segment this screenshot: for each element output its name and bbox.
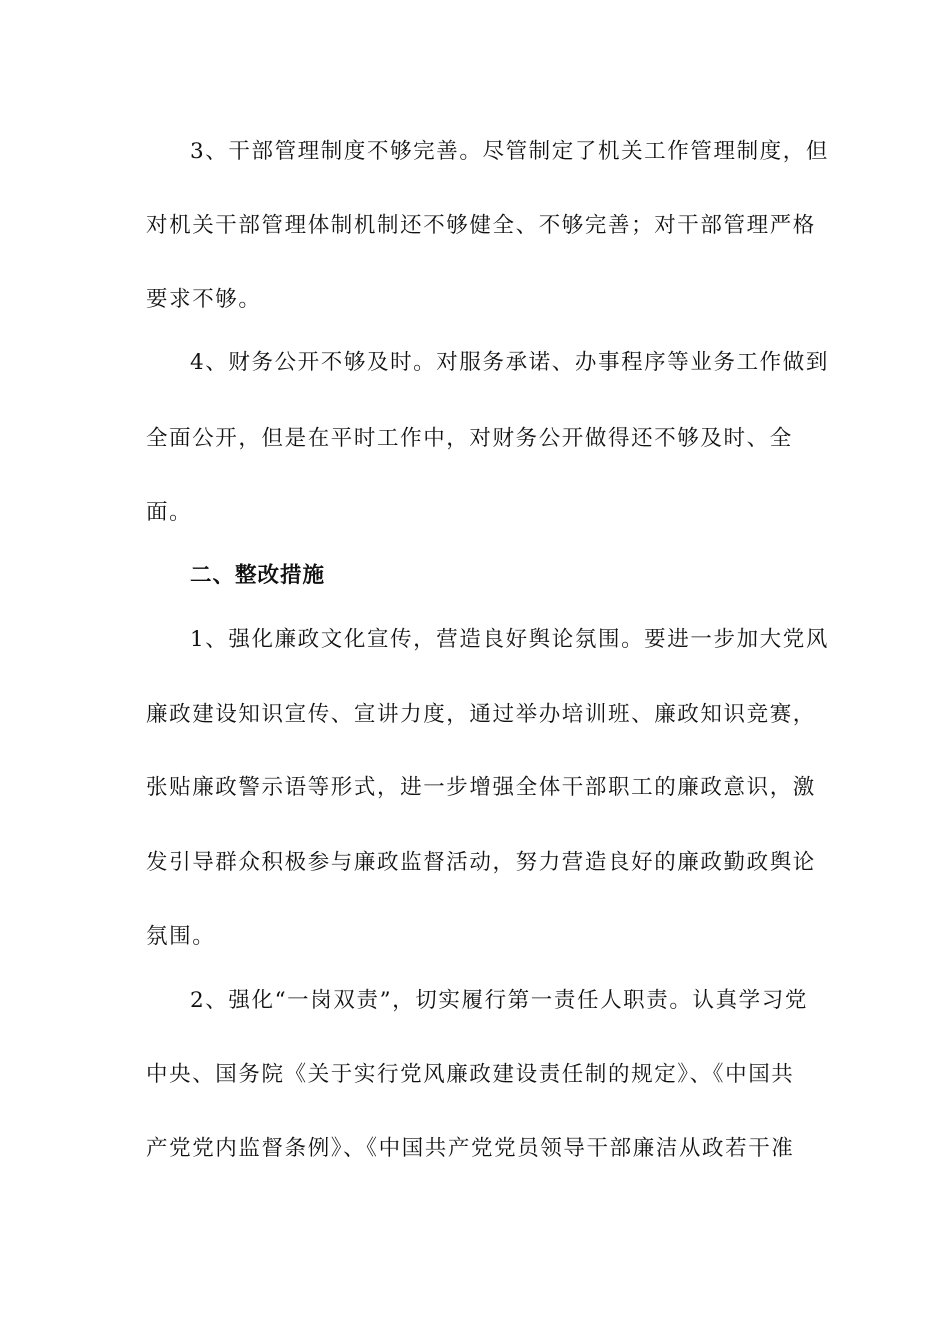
paragraph-4-line-2: 全面公开，但是在平时工作中，对财务公开做得还不够及时、全: [146, 426, 793, 451]
measure-2-line-3: 产党党内监督条例》、《中国共产党党员领导干部廉洁从政若干准: [146, 1136, 795, 1161]
measure-1-line-2: 廉政建设知识宣传、宣讲力度，通过举办培训班、廉政知识竞赛，: [146, 702, 816, 727]
measure-2-line-1: 2、强化“一岗双责”，切实履行第一责任人职责。认真学习党: [190, 988, 808, 1013]
measure-1-line-5: 氛围。: [146, 924, 216, 949]
paragraph-4-line-3: 面。: [146, 500, 193, 525]
paragraph-3-line-3: 要求不够。: [146, 287, 262, 312]
section-heading: 二、整改措施: [190, 563, 326, 588]
measure-1-line-1: 1、强化廉政文化宣传，营造良好舆论氛围。要进一步加大党风: [190, 627, 829, 652]
measure-2-line-2: 中央、国务院《关于实行党风廉政建设责任制的规定》、《中国共: [146, 1062, 795, 1087]
paragraph-3-line-1: 3、干部管理制度不够完善。尽管制定了机关工作管理制度，但: [190, 139, 829, 164]
measure-1-line-3: 张贴廉政警示语等形式，进一步增强全体干部职工的廉政意识，激: [146, 775, 816, 800]
paragraph-4-line-1: 4、财务公开不够及时。对服务承诺、办事程序等业务工作做到: [190, 350, 829, 375]
paragraph-3-line-2: 对机关干部管理体制机制还不够健全、不够完善；对干部管理严格: [146, 213, 816, 238]
measure-1-line-4: 发引导群众积极参与廉政监督活动，努力营造良好的廉政勤政舆论: [146, 850, 816, 875]
